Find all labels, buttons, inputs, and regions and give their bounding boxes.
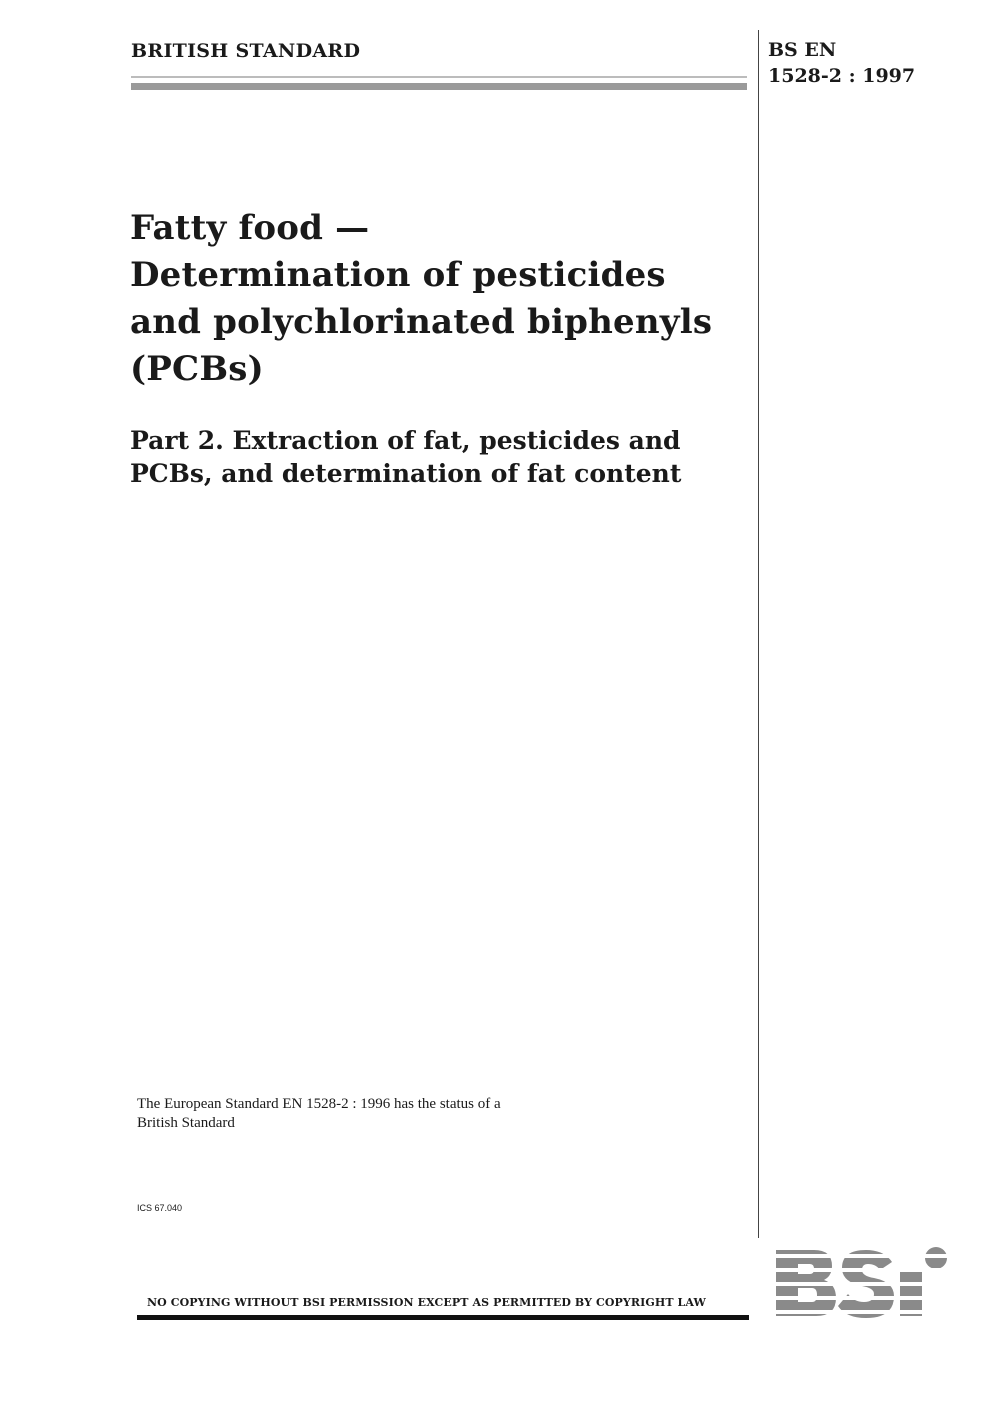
title-line: Determination of pesticides (130, 255, 666, 295)
copyright-notice: NO COPYING WITHOUT BSI PERMISSION EXCEPT AS PERMITTED BY COPYRIGHT LAW (147, 1296, 706, 1309)
status-note-line: British Standard (137, 1115, 235, 1131)
standard-number-line2: 1528-2 : 1997 (768, 65, 916, 87)
header-rule (131, 83, 747, 90)
title-line: (PCBs) (130, 349, 264, 389)
footer-rule (137, 1315, 749, 1320)
bsi-logo (774, 1229, 950, 1320)
status-note-line: The European Standard EN 1528-2 : 1996 has the status of a (137, 1096, 501, 1112)
standard-number-line1: BS EN (768, 39, 837, 61)
standard-number (768, 37, 915, 89)
title-line: and polychlorinated biphenyls (130, 302, 713, 342)
part-subtitle (130, 424, 750, 490)
ics-code: ICS 67.040 (137, 1203, 183, 1213)
document-title (130, 205, 750, 393)
part-line: PCBs, and determination of fat content (130, 459, 682, 488)
vertical-divider (758, 30, 759, 1238)
title-line: Fatty food — (130, 208, 370, 248)
status-note (137, 1095, 597, 1133)
header-rule-thin (131, 76, 747, 78)
svg-text:BSi: BSi (774, 1229, 802, 1248)
document-type-label: BRITISH STANDARD (131, 40, 361, 62)
part-line: Part 2. Extraction of fat, pesticides and (130, 426, 681, 455)
